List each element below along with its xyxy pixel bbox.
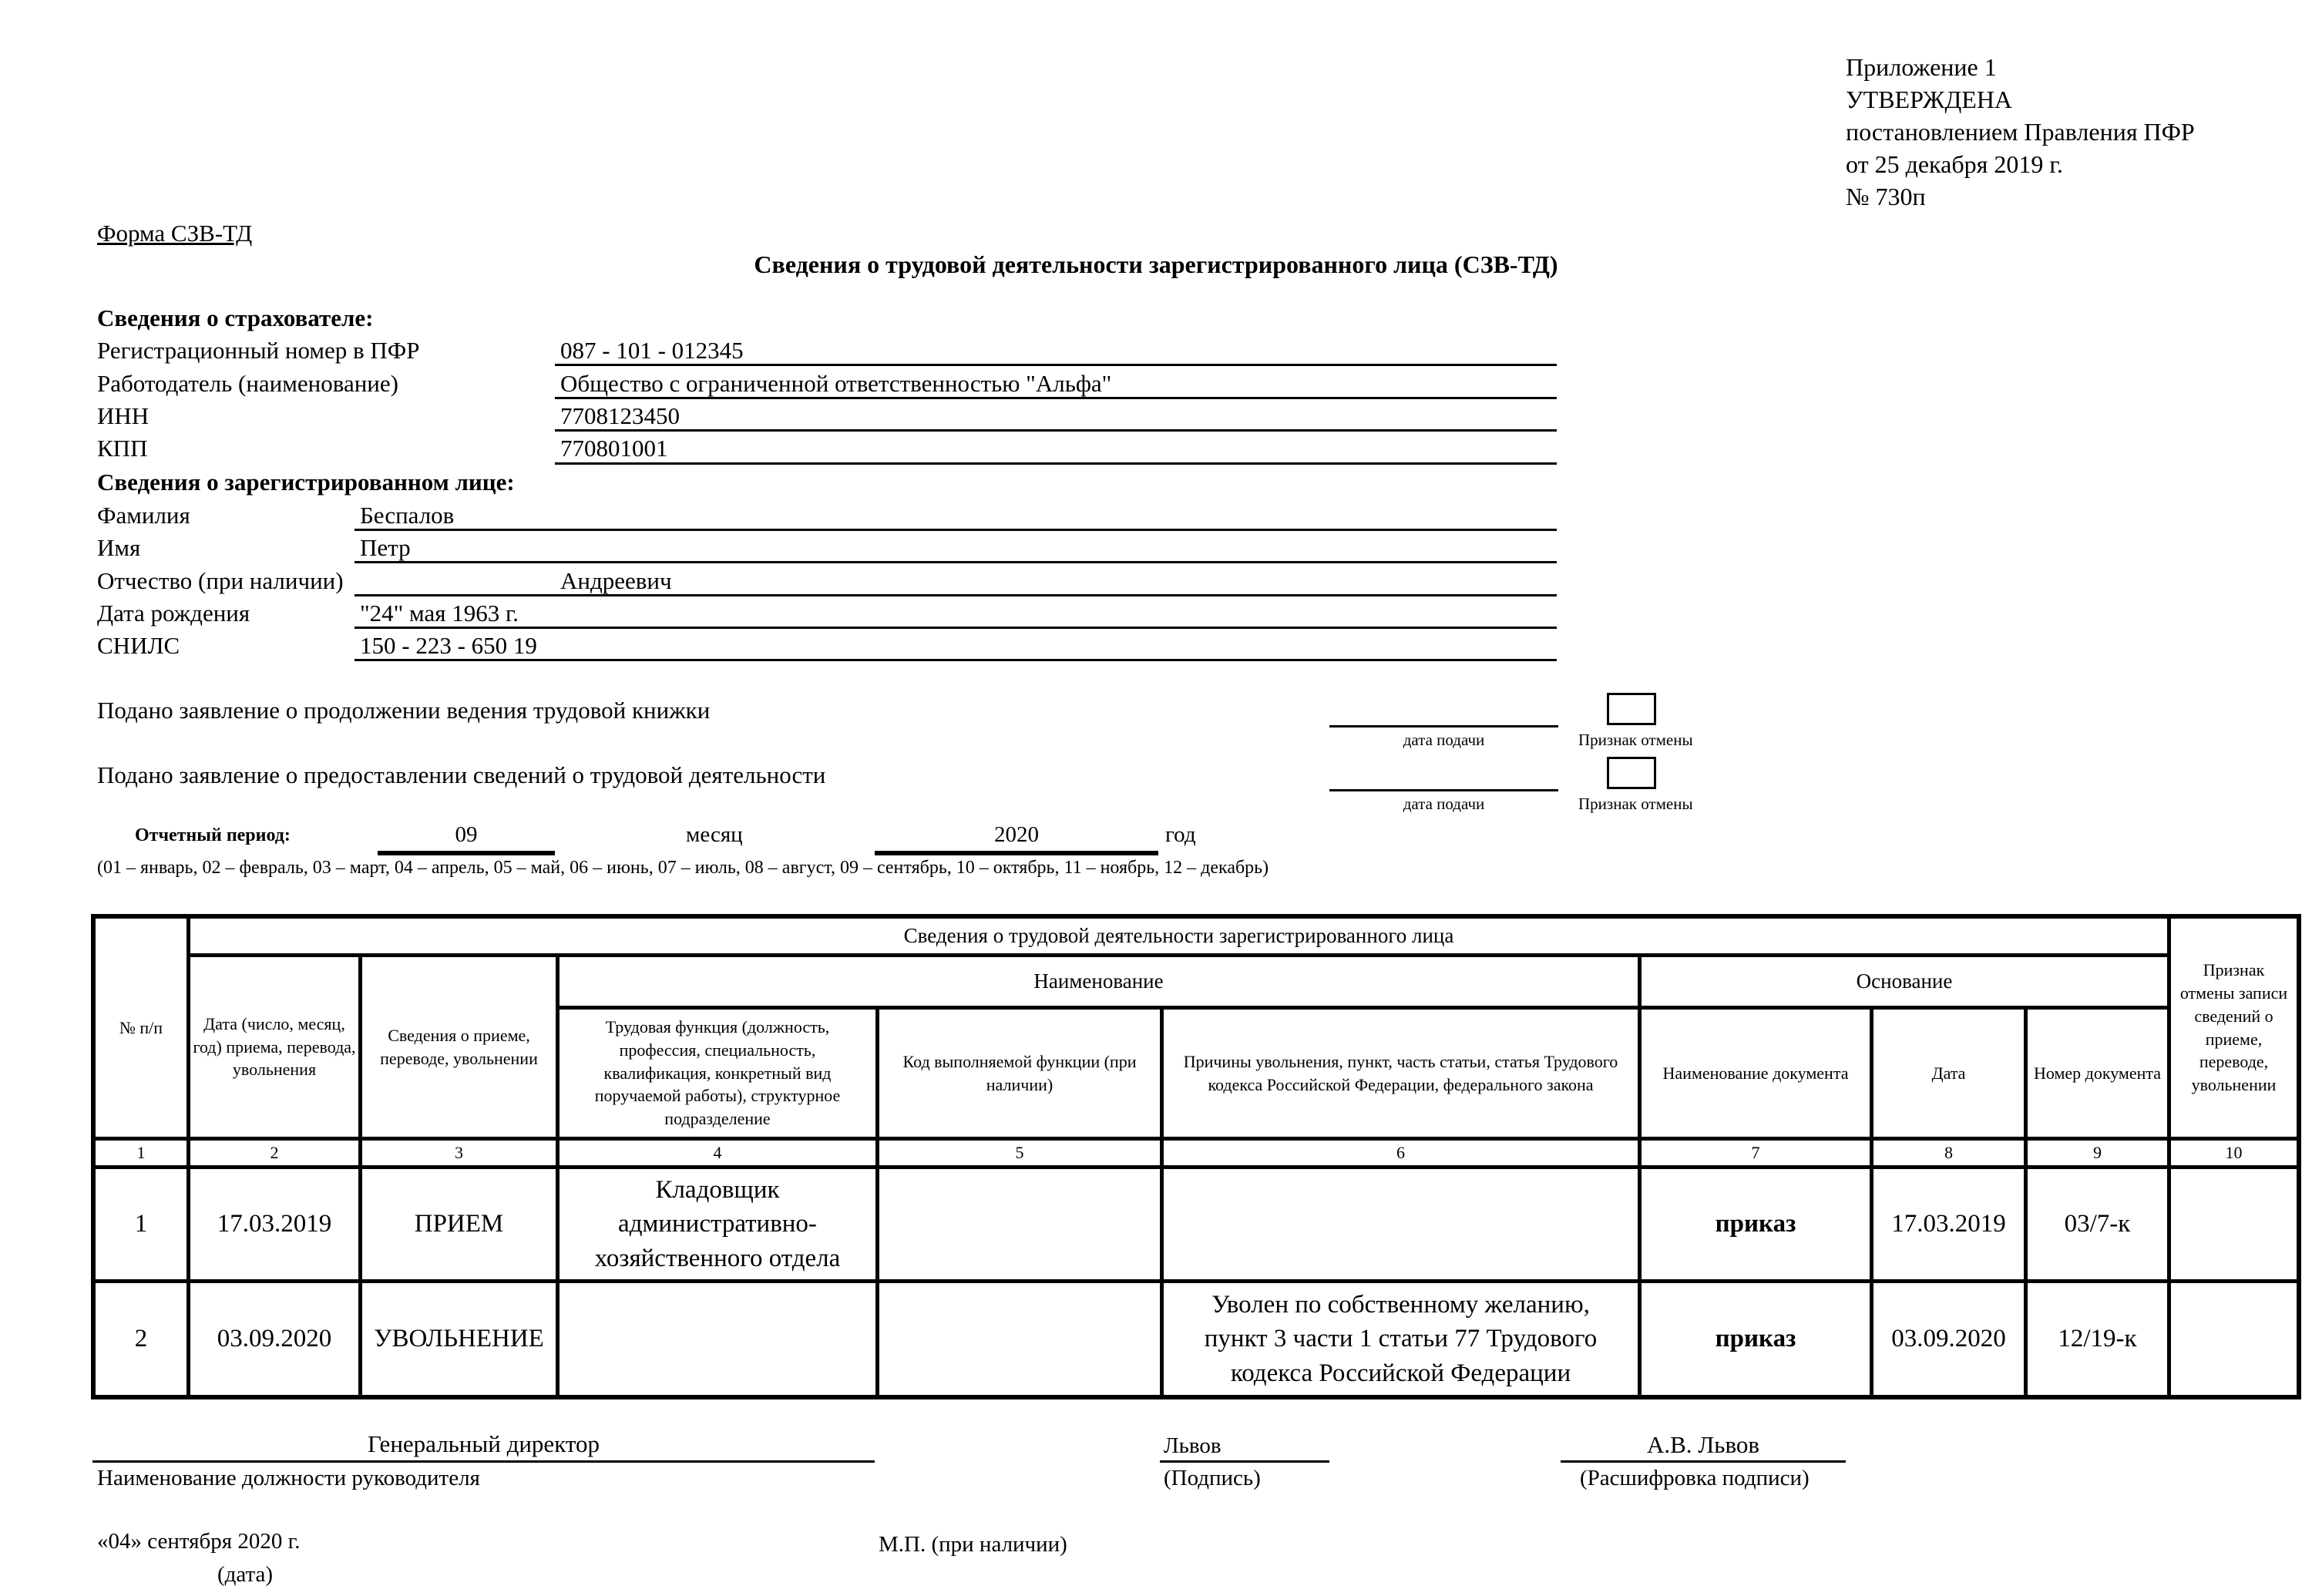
kpp-label: КПП — [97, 435, 148, 462]
header-reasons: Причины увольнения, пункт, часть статьи, статья Трудового кодекса Российской Федерации, федерального закона — [1183, 1051, 1618, 1094]
employer-value: Общество с ограниченной ответственностью "Альфа" — [560, 370, 1112, 397]
row-num: 2 — [134, 1325, 148, 1353]
row-reason — [1164, 1169, 1638, 1279]
header-doc-name: Наименование документа — [1662, 1063, 1849, 1083]
period-month-label: месяц — [686, 822, 743, 847]
row-event: ПРИЕМ — [414, 1210, 504, 1238]
signature-decode: А.В. Львов — [1646, 1431, 1760, 1458]
column-number: 9 — [2093, 1143, 2102, 1163]
snils-value: 150 - 223 - 650 19 — [360, 632, 537, 659]
approval-line: УТВЕРЖДЕНА — [1846, 86, 2013, 113]
header-info: Сведения о приеме, переводе, увольнении — [380, 1025, 538, 1068]
underline — [875, 851, 1158, 855]
signature-line — [1561, 1460, 1846, 1463]
underline — [355, 659, 1557, 661]
approval-line: от 25 декабря 2019 г. — [1846, 150, 2063, 178]
employment-table — [91, 914, 2301, 1399]
row-function: Кладовщик административно-хозяйственного отдела — [594, 1175, 841, 1272]
name-label: Имя — [97, 534, 141, 561]
column-number: 8 — [1944, 1143, 1953, 1163]
position-caption: Наименование должности руководителя — [97, 1466, 480, 1490]
row-doc-date: 17.03.2019 — [1891, 1210, 2006, 1238]
row-cancel — [2171, 1283, 2297, 1395]
inn-label: ИНН — [97, 402, 150, 429]
underline — [355, 627, 1557, 629]
date-caption: (дата) — [217, 1562, 274, 1587]
inn-value: 7708123450 — [560, 402, 680, 429]
header-cancel: Признак отмены записи сведений о приеме, переводе, увольнении — [2179, 960, 2288, 1094]
row-function — [560, 1283, 875, 1395]
decode-caption: (Расшифровка подписи) — [1580, 1466, 1810, 1490]
approval-line: Приложение 1 — [1846, 53, 1997, 81]
date-caption: дата подачи — [1403, 731, 1485, 749]
header-name-group: Наименование — [1033, 969, 1164, 993]
date-line — [1329, 789, 1558, 791]
stamp-place: М.П. (при наличии) — [879, 1532, 1067, 1557]
cancel-caption: Признак отмены — [1578, 795, 1693, 813]
column-number: 10 — [2225, 1143, 2243, 1163]
signature-value: Львов — [1164, 1433, 1222, 1458]
row-doc-name: приказ — [1715, 1325, 1796, 1353]
row-num: 1 — [134, 1210, 148, 1238]
row-doc-number: 03/7-к — [2064, 1210, 2131, 1238]
signature-line — [92, 1460, 875, 1463]
manager-position: Генеральный директор — [368, 1430, 600, 1457]
approval-line: № 730п — [1846, 183, 1926, 210]
cancel-checkbox[interactable] — [1607, 757, 1656, 789]
underline — [355, 594, 1557, 596]
underline — [555, 364, 1557, 366]
underline — [555, 429, 1557, 432]
underline — [355, 561, 1557, 563]
header-function: Трудовая функция (должность, профессия, специальность, квалификация, конкретный вид поручаемой работы), структурное подразделение — [594, 1017, 841, 1129]
underline — [555, 462, 1557, 465]
surname-value: Беспалов — [360, 502, 455, 529]
period-month-value: 09 — [455, 822, 478, 847]
header-date: Дата (число, месяц, год) приема, перевода, увольнения — [193, 1013, 356, 1080]
column-number: 4 — [713, 1143, 722, 1163]
table-top-header: Сведения о трудовой деятельности зарегистрированного лица — [903, 924, 1454, 948]
patronymic-value: Андреевич — [560, 567, 672, 594]
page-title: Сведения о трудовой деятельности зарегистрированного лица (СЗВ-ТД) — [754, 250, 1558, 278]
reg-number-value: 087 - 101 - 012345 — [560, 337, 744, 364]
underline — [555, 397, 1557, 399]
header-code: Код выполняемой функции (при наличии) — [902, 1051, 1137, 1094]
header-doc-date: Дата — [1931, 1063, 1966, 1083]
surname-label: Фамилия — [97, 502, 190, 529]
date-caption: дата подачи — [1403, 795, 1485, 813]
row-code — [879, 1283, 1160, 1395]
signature-line — [1160, 1460, 1329, 1463]
header-num: № п/п — [119, 1017, 163, 1037]
underline — [378, 851, 555, 855]
column-number: 6 — [1396, 1143, 1405, 1163]
underline — [355, 529, 1557, 531]
date-line — [1329, 725, 1558, 727]
kpp-value: 770801001 — [560, 435, 668, 462]
row-event: УВОЛЬНЕНИЕ — [374, 1325, 544, 1353]
cancel-caption: Признак отмены — [1578, 731, 1693, 749]
column-number: 5 — [1015, 1143, 1024, 1163]
reg-number-label: Регистрационный номер в ПФР — [97, 337, 420, 364]
birth-value: "24" мая 1963 г. — [360, 600, 519, 627]
insurer-heading: Сведения о страхователе: — [97, 304, 374, 331]
header-basis-group: Основание — [1856, 969, 1953, 993]
approval-block — [1846, 51, 2195, 213]
cancel-checkbox[interactable] — [1607, 693, 1656, 725]
person-heading: Сведения о зарегистрированном лице: — [97, 469, 515, 496]
row-reason: Уволен по собственному желанию, пункт 3 части 1 статьи 77 Трудового кодекса Российской Федерации — [1204, 1290, 1598, 1387]
month-legend: (01 – январь, 02 – февраль, 03 – март, 04 – апрель, 05 – май, 06 – июнь, 07 – июль, 08 – август, 09 – сентябрь, 10 – октябрь, 11 – ноябрь, 12 – декабрь) — [97, 858, 1269, 878]
header-doc-number: Номер документа — [2033, 1063, 2162, 1083]
column-number: 2 — [270, 1143, 279, 1163]
column-number: 7 — [1751, 1143, 1760, 1163]
period-year-value: 2020 — [994, 822, 1039, 847]
row-doc-name: приказ — [1715, 1210, 1796, 1238]
document-date: «04» сентября 2020 г. — [97, 1529, 301, 1554]
period-year-label: год — [1165, 822, 1196, 847]
birth-label: Дата рождения — [97, 600, 250, 627]
employer-label: Работодатель (наименование) — [97, 370, 398, 397]
row-code — [879, 1169, 1160, 1279]
provide-info-application: Подано заявление о предоставлении сведений о трудовой деятельности — [97, 761, 826, 788]
column-number: 3 — [455, 1143, 463, 1163]
name-value: Петр — [360, 534, 411, 561]
row-doc-number: 12/19-к — [2058, 1325, 2137, 1353]
column-number: 1 — [136, 1143, 146, 1163]
row-doc-date: 03.09.2020 — [1891, 1325, 2006, 1353]
continue-book-application: Подано заявление о продолжении ведения трудовой книжки — [97, 697, 711, 724]
patronymic-label: Отчество (при наличии) — [97, 567, 344, 594]
row-date: 17.03.2019 — [217, 1210, 332, 1238]
signature-caption: (Подпись) — [1164, 1466, 1261, 1490]
period-label: Отчетный период: — [135, 825, 291, 845]
form-label: Форма СЗВ-ТД — [97, 220, 253, 247]
approval-line: постановлением Правления ПФР — [1846, 118, 2195, 146]
row-date: 03.09.2020 — [217, 1325, 332, 1353]
snils-label: СНИЛС — [97, 632, 180, 659]
row-cancel — [2171, 1169, 2297, 1279]
